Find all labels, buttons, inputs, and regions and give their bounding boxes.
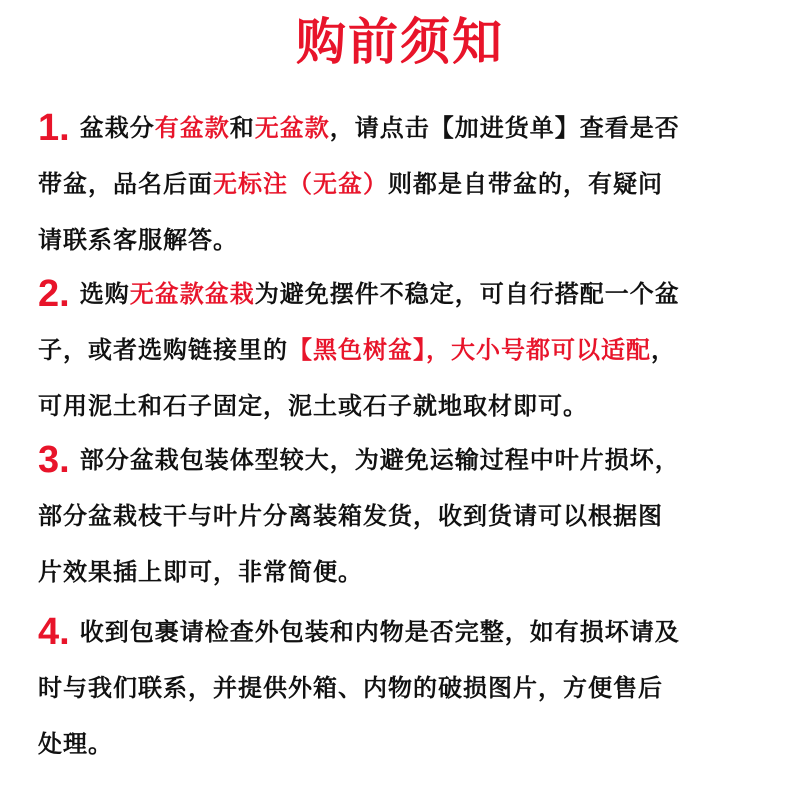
notice-text: 收到包裹请检查外包装和内物是否完整，如有损坏请及 [79, 618, 680, 646]
notice-text: 可用泥土和石子固定，泥土或石子就地取材即可。 [38, 392, 588, 420]
notice-line [38, 378, 778, 434]
notice-item-1 [38, 100, 778, 268]
notice-line [38, 156, 778, 212]
notice-line [38, 212, 778, 268]
notice-text: 请联系客服解答。 [38, 226, 238, 254]
notice-text: ，请点击【加进货单】查看是否 [329, 114, 680, 142]
notice-text: 则都是自带盆的，有疑问 [388, 170, 663, 198]
notice-text: 为避免摆件不稳定，可自行搭配一个盆 [254, 280, 680, 308]
notice-text: 带盆，品名后面 [38, 170, 213, 198]
item-number: 1. [38, 107, 70, 149]
notice-text: 盆栽分 [79, 114, 155, 142]
notice-text: 部分盆栽包装体型较大，为避免运输过程中叶片损坏， [79, 446, 680, 474]
item-number: 3. [38, 439, 70, 481]
notice-text: ， [651, 336, 676, 364]
notice-line [38, 544, 778, 600]
notice-text: 子，或者选购链接里的 [38, 336, 288, 364]
notice-text: 部分盆栽枝干与叶片分离装箱发货，收到货请可以根据图 [38, 502, 663, 530]
highlight-text: 无标注（无盆） [213, 170, 388, 198]
item-number: 4. [38, 611, 70, 653]
notice-line [38, 488, 778, 544]
notice-text: 时与我们联系，并提供外箱、内物的破损图片，方便售后 [38, 674, 663, 702]
notice-text: 片效果插上即可，非常简便。 [38, 558, 363, 586]
notice-line [38, 660, 778, 716]
page-title: 购前须知 [296, 13, 504, 71]
notice-text: 处理。 [38, 730, 113, 758]
notice-item-4 [38, 604, 778, 772]
notice-text: 选购 [79, 280, 130, 308]
notice-line [38, 716, 778, 772]
highlight-text: 【黑色树盆】，大小号都可以适配 [288, 336, 651, 364]
notice-line [38, 604, 778, 660]
notice-line [38, 100, 778, 156]
notice-line [38, 432, 778, 488]
item-number: 2. [38, 273, 70, 315]
notice-item-2 [38, 266, 778, 434]
highlight-text: 无盆款盆栽 [129, 280, 255, 308]
notice-line [38, 322, 778, 378]
notice-text: 和 [229, 114, 255, 142]
notice-item-3 [38, 432, 778, 600]
highlight-text: 无盆款 [254, 114, 330, 142]
highlight-text: 有盆款 [154, 114, 230, 142]
notice-line [38, 266, 778, 322]
